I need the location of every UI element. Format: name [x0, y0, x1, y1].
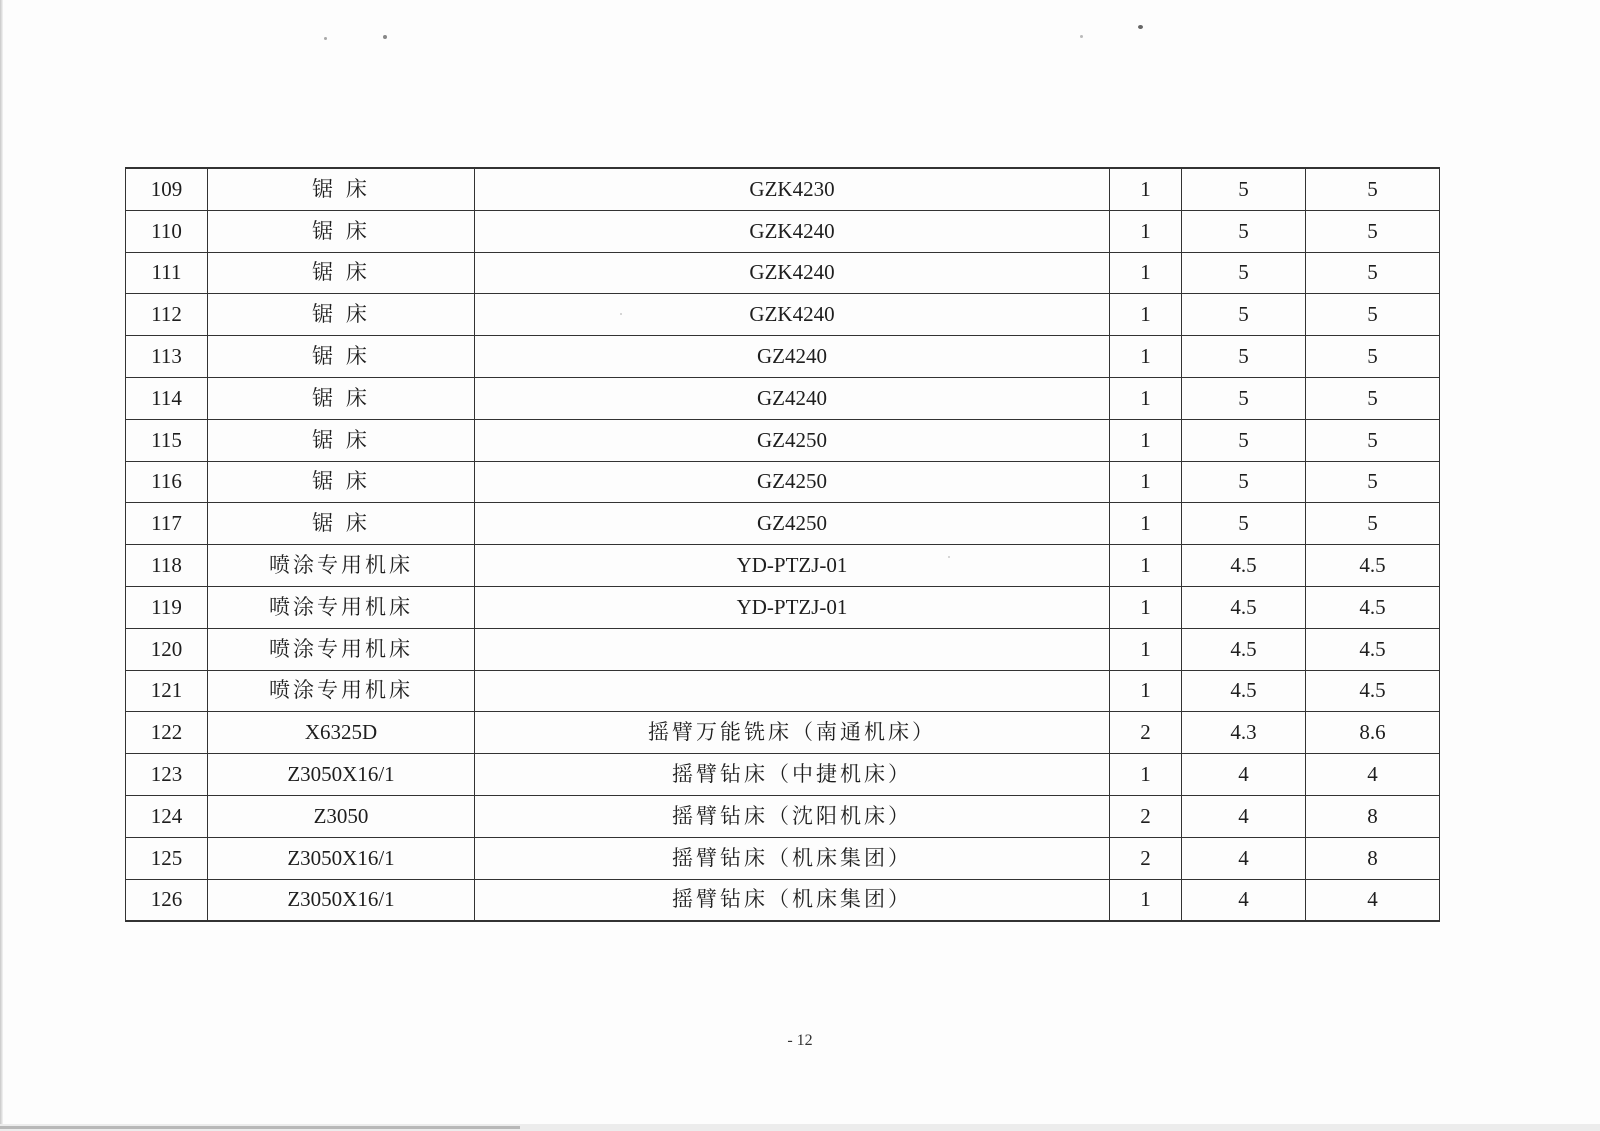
cell-item-number: 121 [126, 670, 208, 712]
cell-machine-col3 [475, 670, 1110, 712]
cell-machine-col3: 摇臂钻床（机床集团） [475, 879, 1110, 921]
cell-item-number: 123 [126, 754, 208, 796]
table-row [126, 377, 1440, 419]
cell-quantity: 1 [1110, 252, 1182, 294]
cell-machine-col3: GZ4250 [475, 503, 1110, 545]
cell-item-number: 117 [126, 503, 208, 545]
cell-machine-col2: Z3050X16/1 [208, 837, 475, 879]
table-row [126, 712, 1440, 754]
table-row [126, 586, 1440, 628]
cell-quantity: 1 [1110, 628, 1182, 670]
table-row [126, 795, 1440, 837]
cell-total-value: 5 [1306, 210, 1440, 252]
cell-total-value: 5 [1306, 377, 1440, 419]
cell-item-number: 114 [126, 377, 208, 419]
cell-item-number: 124 [126, 795, 208, 837]
cell-machine-col3: GZK4240 [475, 294, 1110, 336]
cell-machine-col2: 锯 床 [208, 461, 475, 503]
cell-machine-col3: GZ4240 [475, 336, 1110, 378]
cell-quantity: 2 [1110, 712, 1182, 754]
cell-unit-value: 5 [1182, 210, 1306, 252]
table-row [126, 628, 1440, 670]
equipment-table [125, 167, 1440, 922]
cell-machine-col3: GZ4250 [475, 461, 1110, 503]
cell-quantity: 1 [1110, 586, 1182, 628]
cell-unit-value: 5 [1182, 336, 1306, 378]
cell-machine-col2: 喷涂专用机床 [208, 628, 475, 670]
cell-unit-value: 4.3 [1182, 712, 1306, 754]
cell-unit-value: 5 [1182, 168, 1306, 210]
cell-item-number: 111 [126, 252, 208, 294]
table-row [126, 419, 1440, 461]
cell-quantity: 2 [1110, 837, 1182, 879]
cell-machine-col3: GZ4240 [475, 377, 1110, 419]
cell-unit-value: 5 [1182, 377, 1306, 419]
table-row [126, 837, 1440, 879]
cell-machine-col2: 锯 床 [208, 336, 475, 378]
cell-machine-col2: 锯 床 [208, 252, 475, 294]
cell-item-number: 120 [126, 628, 208, 670]
cell-machine-col3: YD-PTZJ-01 [475, 545, 1110, 587]
cell-machine-col2: 喷涂专用机床 [208, 586, 475, 628]
page-number: - 12 [787, 1032, 813, 1049]
cell-machine-col3: GZK4240 [475, 252, 1110, 294]
cell-machine-col2: Z3050 [208, 795, 475, 837]
cell-total-value: 8 [1306, 837, 1440, 879]
cell-machine-col2: 锯 床 [208, 377, 475, 419]
cell-quantity: 1 [1110, 210, 1182, 252]
scan-speck [324, 37, 327, 40]
cell-item-number: 126 [126, 879, 208, 921]
cell-item-number: 115 [126, 419, 208, 461]
cell-unit-value: 4 [1182, 795, 1306, 837]
table-row [126, 336, 1440, 378]
cell-machine-col3: GZK4240 [475, 210, 1110, 252]
cell-total-value: 4 [1306, 879, 1440, 921]
cell-unit-value: 4 [1182, 837, 1306, 879]
cell-unit-value: 4.5 [1182, 545, 1306, 587]
cell-total-value: 5 [1306, 461, 1440, 503]
cell-total-value: 5 [1306, 168, 1440, 210]
table-row [126, 252, 1440, 294]
cell-unit-value: 4.5 [1182, 670, 1306, 712]
cell-unit-value: 4 [1182, 879, 1306, 921]
cell-unit-value: 4 [1182, 754, 1306, 796]
cell-machine-col2: X6325D [208, 712, 475, 754]
cell-item-number: 110 [126, 210, 208, 252]
cell-machine-col2: 锯 床 [208, 210, 475, 252]
cell-total-value: 4.5 [1306, 670, 1440, 712]
cell-machine-col2: Z3050X16/1 [208, 879, 475, 921]
cell-machine-col3: 摇臂钻床（机床集团） [475, 837, 1110, 879]
cell-quantity: 1 [1110, 670, 1182, 712]
table-row [126, 461, 1440, 503]
table-row [126, 670, 1440, 712]
cell-machine-col2: 锯 床 [208, 168, 475, 210]
cell-machine-col3: 摇臂万能铣床（南通机床） [475, 712, 1110, 754]
cell-quantity: 1 [1110, 168, 1182, 210]
cell-machine-col2: 喷涂专用机床 [208, 545, 475, 587]
cell-unit-value: 4.5 [1182, 586, 1306, 628]
cell-machine-col3: YD-PTZJ-01 [475, 586, 1110, 628]
scan-speck [383, 35, 387, 39]
cell-machine-col3: 摇臂钻床（沈阳机床） [475, 795, 1110, 837]
cell-unit-value: 4.5 [1182, 628, 1306, 670]
cell-total-value: 5 [1306, 503, 1440, 545]
scan-edge-bottom-shadow [0, 1126, 520, 1129]
cell-total-value: 5 [1306, 336, 1440, 378]
cell-quantity: 1 [1110, 419, 1182, 461]
cell-total-value: 5 [1306, 294, 1440, 336]
cell-quantity: 1 [1110, 336, 1182, 378]
cell-machine-col3: GZ4250 [475, 419, 1110, 461]
cell-item-number: 112 [126, 294, 208, 336]
table-row [126, 210, 1440, 252]
cell-quantity: 1 [1110, 461, 1182, 503]
cell-machine-col3: 摇臂钻床（中捷机床） [475, 754, 1110, 796]
cell-total-value: 4.5 [1306, 628, 1440, 670]
cell-machine-col3: GZK4230 [475, 168, 1110, 210]
cell-total-value: 4.5 [1306, 545, 1440, 587]
scan-speck [1138, 25, 1143, 29]
equipment-table-body [126, 168, 1440, 921]
cell-total-value: 8 [1306, 795, 1440, 837]
cell-total-value: 4.5 [1306, 586, 1440, 628]
table-row [126, 545, 1440, 587]
cell-total-value: 5 [1306, 419, 1440, 461]
cell-unit-value: 5 [1182, 461, 1306, 503]
table-row [126, 754, 1440, 796]
cell-machine-col3 [475, 628, 1110, 670]
cell-quantity: 2 [1110, 795, 1182, 837]
cell-total-value: 5 [1306, 252, 1440, 294]
table-row [126, 168, 1440, 210]
cell-unit-value: 5 [1182, 252, 1306, 294]
cell-quantity: 1 [1110, 503, 1182, 545]
cell-machine-col2: 锯 床 [208, 503, 475, 545]
scan-speck [1080, 35, 1083, 38]
cell-unit-value: 5 [1182, 503, 1306, 545]
cell-machine-col2: 锯 床 [208, 294, 475, 336]
cell-machine-col2: Z3050X16/1 [208, 754, 475, 796]
cell-quantity: 1 [1110, 294, 1182, 336]
cell-quantity: 1 [1110, 754, 1182, 796]
cell-machine-col2: 喷涂专用机床 [208, 670, 475, 712]
cell-item-number: 125 [126, 837, 208, 879]
cell-item-number: 109 [126, 168, 208, 210]
cell-total-value: 8.6 [1306, 712, 1440, 754]
table-row [126, 503, 1440, 545]
cell-machine-col2: 锯 床 [208, 419, 475, 461]
cell-item-number: 116 [126, 461, 208, 503]
cell-unit-value: 5 [1182, 419, 1306, 461]
cell-item-number: 118 [126, 545, 208, 587]
cell-total-value: 4 [1306, 754, 1440, 796]
scan-edge-left [0, 0, 3, 1131]
cell-item-number: 119 [126, 586, 208, 628]
cell-quantity: 1 [1110, 879, 1182, 921]
cell-item-number: 122 [126, 712, 208, 754]
cell-quantity: 1 [1110, 377, 1182, 419]
cell-item-number: 113 [126, 336, 208, 378]
table-row [126, 879, 1440, 921]
cell-quantity: 1 [1110, 545, 1182, 587]
cell-unit-value: 5 [1182, 294, 1306, 336]
table-row [126, 294, 1440, 336]
